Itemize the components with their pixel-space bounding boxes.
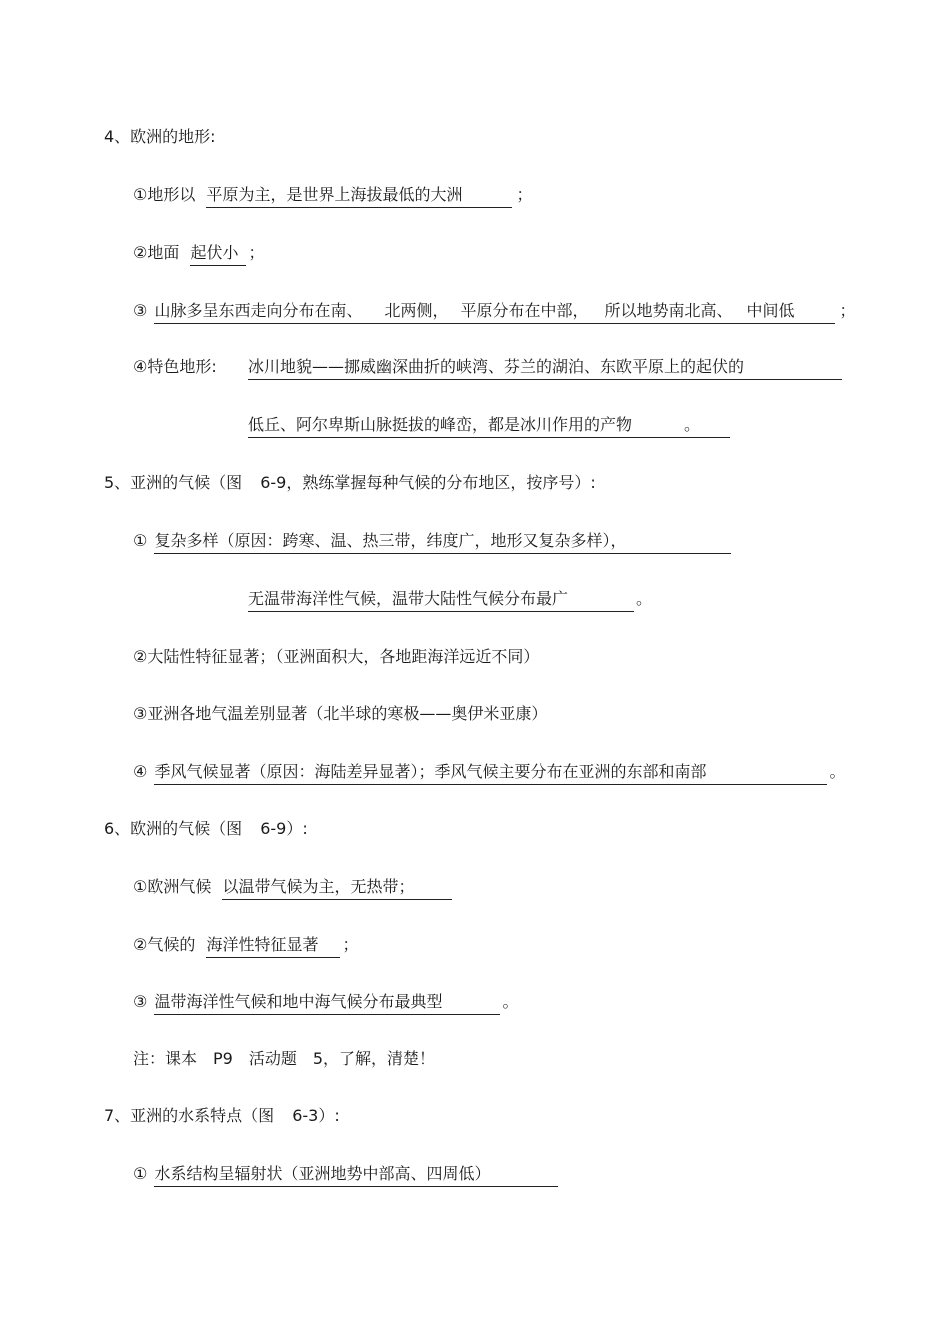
s5-item-2: ②大陆性特征显著；（亚洲面积大，各地距海洋远近不同） — [133, 647, 540, 666]
s6-note: 注：课本 P9 活动题 5，了解，清楚！ — [133, 1049, 436, 1068]
s4-item-3: ③ 山脉多呈东西走向分布在南、 北两侧， 平原分布在中部， 所以地势南北高、 中间低 ； — [133, 300, 855, 322]
s4-item-2-fill: 起伏小 — [190, 242, 246, 266]
s5-item-4-fill: 季风气候显著（原因：海陆差异显著）；季风气候主要分布在亚洲的东部和南部 — [154, 761, 827, 785]
s6-item-3-fill: 温带海洋性气候和地中海气候分布最典型 — [154, 991, 500, 1015]
s7-item-1: ① 水系结构呈辐射状（亚洲地势中部高、四周低） — [133, 1163, 558, 1185]
s4-item-1-fill: 平原为主，是世界上海拔最低的大洲 — [206, 184, 512, 208]
s4-item-4-line-2: 低丘、阿尔卑斯山脉挺拔的峰峦，都是冰川作用的产物 。 — [248, 414, 730, 436]
s4-item-2: ②地面 起伏小 ； — [133, 242, 264, 264]
s4-item-4: ④特色地形: — [133, 357, 217, 376]
section-7-heading: 7、亚洲的水系特点（图 6-3）: — [104, 1106, 340, 1125]
s5-item-4: ④ 季风气候显著（原因：海陆差异显著）；季风气候主要分布在亚洲的东部和南部 。 — [133, 761, 845, 783]
s6-item-1: ①欧洲气候 以温带气候为主，无热带； — [133, 876, 452, 898]
s6-item-1-fill: 以温带气候为主，无热带； — [222, 876, 452, 900]
section-4-heading: 4、欧洲的地形: — [104, 127, 216, 146]
s4-item-1: ①地形以 平原为主，是世界上海拔最低的大洲 ； — [133, 184, 532, 206]
section-5-heading: 5、亚洲的气候（图 6-9，熟练掌握每种气候的分布地区，按序号）: — [104, 473, 596, 492]
s4-item-4-line-1: 冰川地貌——挪威幽深曲折的峡湾、芬兰的湖泊、东欧平原上的起伏的 — [248, 356, 842, 378]
s5-item-3: ③亚洲各地气温差别显著（北半球的寒极——奥伊米亚康） — [133, 704, 548, 723]
section-6-heading: 6、欧洲的气候（图 6-9）: — [104, 819, 308, 838]
s5-item-1-fill: 复杂多样（原因：跨寒、温、热三带，纬度广，地形又复杂多样）， — [154, 530, 731, 554]
s6-item-2-fill: 海洋性特征显著 — [206, 934, 340, 958]
s7-item-1-fill: 水系结构呈辐射状（亚洲地势中部高、四周低） — [154, 1163, 558, 1187]
s6-item-2: ②气候的 海洋性特征显著 ； — [133, 934, 358, 956]
s4-item-3-fill: 山脉多呈东西走向分布在南、 北两侧， 平原分布在中部， 所以地势南北高、 中间低 — [154, 300, 835, 324]
s5-item-1: ① 复杂多样（原因：跨寒、温、热三带，纬度广，地形又复杂多样）， — [133, 530, 731, 552]
s6-item-3: ③ 温带海洋性气候和地中海气候分布最典型 。 — [133, 991, 518, 1013]
s5-item-1-line-2: 无温带海洋性气候，温带大陆性气候分布最广 。 — [248, 588, 652, 610]
